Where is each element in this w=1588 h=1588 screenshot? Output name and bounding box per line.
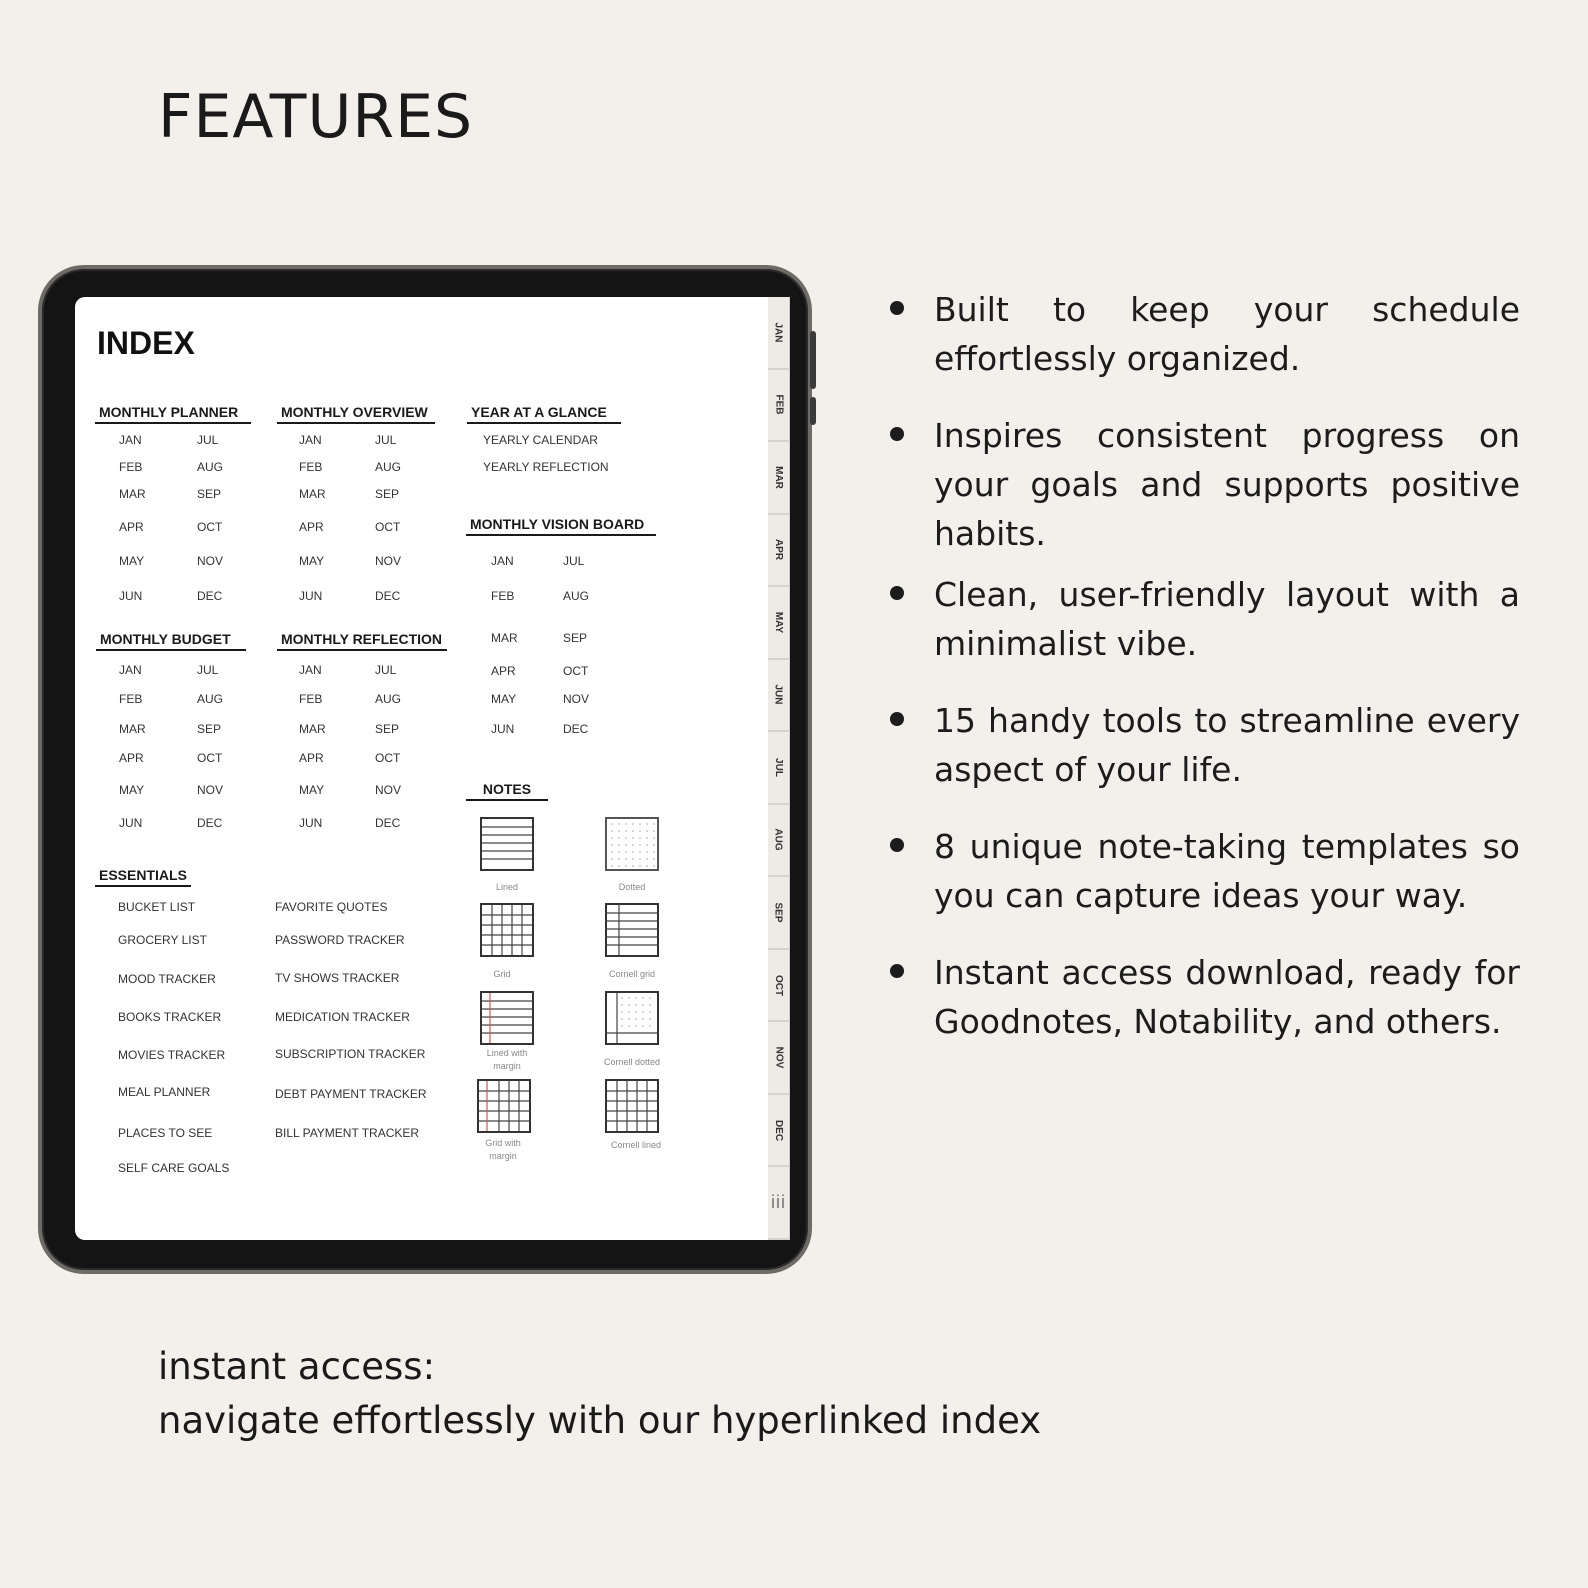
link-monthly-vision-board-month[interactable]: NOV	[563, 692, 590, 706]
section-monthly-budget[interactable]: MONTHLY BUDGET	[96, 631, 246, 651]
link-essential[interactable]: BILL PAYMENT TRACKER	[275, 1126, 420, 1140]
link-monthly-overview-month[interactable]: DEC	[375, 589, 401, 603]
tab-label: AUG	[773, 828, 785, 852]
section-notes[interactable]: NOTES	[466, 781, 548, 801]
template-label-lined: Lined	[495, 882, 519, 892]
tab-label: APR	[773, 539, 784, 561]
tab-label: MAR	[773, 465, 784, 489]
template-label-line: margin	[489, 1151, 517, 1161]
page-heading: FEATURES	[158, 82, 474, 152]
link-essential[interactable]: PASSWORD TRACKER	[275, 933, 405, 947]
link-monthly-budget-month[interactable]: MAY	[119, 783, 145, 797]
tab-label: DEC	[773, 1119, 784, 1141]
link-essential[interactable]: SELF CARE GOALS	[118, 1161, 230, 1175]
link-essential[interactable]: FAVORITE QUOTES	[275, 900, 388, 914]
link-yearly-reflection[interactable]: YEARLY REFLECTION	[483, 460, 609, 474]
tab-may[interactable]	[768, 587, 790, 660]
link-monthly-planner-month[interactable]: MAR	[119, 487, 146, 501]
link-monthly-budget-month[interactable]: NOV	[197, 783, 224, 797]
link-essential[interactable]: MOVIES TRACKER	[118, 1048, 226, 1062]
section-monthly-planner[interactable]: MONTHLY PLANNER	[95, 404, 251, 424]
link-monthly-reflection-month[interactable]: JUL	[375, 663, 397, 677]
template-label-grid: Grid	[493, 969, 511, 979]
link-monthly-planner-month[interactable]: DEC	[197, 589, 223, 603]
link-essential[interactable]: MEDICATION TRACKER	[275, 1010, 410, 1024]
grid-margin-icon[interactable]	[477, 1079, 531, 1133]
link-monthly-overview-month[interactable]: JUL	[375, 433, 397, 447]
feature-list	[890, 285, 1520, 1046]
tab-label: JUL	[773, 758, 784, 777]
tab-oct[interactable]	[768, 950, 790, 1023]
tab-label: iii	[771, 1192, 786, 1213]
link-monthly-overview-month[interactable]: MAR	[299, 487, 326, 501]
template-label-cornell-dotted: Cornell dotted	[603, 1057, 661, 1067]
section-monthly-overview[interactable]: MONTHLY OVERVIEW	[277, 404, 435, 424]
feature-text: Clean, user-friendly layout with a minimalist vibe.	[934, 575, 1520, 663]
template-label-line: margin	[493, 1061, 521, 1071]
link-monthly-vision-board-month[interactable]: OCT	[563, 664, 589, 678]
link-monthly-planner-month[interactable]: JUN	[119, 589, 143, 603]
link-essential[interactable]: MOOD TRACKER	[118, 972, 216, 986]
tab-label: FEB	[773, 394, 784, 415]
grid-icon[interactable]	[480, 903, 534, 957]
link-monthly-reflection-month[interactable]: APR	[299, 751, 324, 765]
link-monthly-vision-board-month[interactable]: JUN	[491, 722, 515, 736]
bullet-icon	[890, 301, 904, 315]
template-label-cornell-lined: Cornell lined	[610, 1140, 662, 1150]
tab-nov[interactable]	[768, 1022, 790, 1095]
link-monthly-reflection-month[interactable]: NOV	[375, 783, 402, 797]
link-monthly-vision-board-month[interactable]: FEB	[491, 589, 515, 603]
tablet-mockup	[38, 265, 812, 1274]
link-monthly-planner-month[interactable]: JAN	[119, 433, 142, 447]
tab-apr[interactable]	[768, 515, 790, 588]
link-monthly-budget-month[interactable]: MAR	[119, 722, 146, 736]
template-label-lined-margin	[472, 1047, 542, 1073]
link-monthly-reflection-month[interactable]: JUN	[299, 816, 323, 830]
tab-sep[interactable]	[768, 877, 790, 950]
link-monthly-vision-board-month[interactable]: MAY	[491, 692, 517, 706]
cornell-lined-icon[interactable]	[605, 1079, 659, 1133]
link-monthly-reflection-month[interactable]: OCT	[375, 751, 401, 765]
tab-label: JAN	[772, 322, 784, 343]
template-label-line: Grid with	[485, 1138, 521, 1148]
tab-aug[interactable]	[768, 805, 790, 878]
link-monthly-overview-month[interactable]: OCT	[375, 520, 401, 534]
section-essentials[interactable]: ESSENTIALS	[95, 867, 191, 887]
link-essential[interactable]: TV SHOWS TRACKER	[275, 971, 400, 985]
section-monthly-vision-board[interactable]: MONTHLY VISION BOARD	[466, 516, 656, 536]
link-essential[interactable]: GROCERY LIST	[118, 933, 207, 947]
link-monthly-budget-month[interactable]: JUN	[119, 816, 143, 830]
footer-line-1: instant access:	[158, 1345, 436, 1388]
link-monthly-overview-month[interactable]: NOV	[375, 554, 402, 568]
link-monthly-budget-month[interactable]: OCT	[197, 751, 223, 765]
link-monthly-vision-board-month[interactable]: MAR	[491, 631, 518, 645]
link-monthly-planner-month[interactable]: JUL	[197, 433, 219, 447]
link-essential[interactable]: SUBSCRIPTION TRACKER	[275, 1047, 426, 1061]
month-tabs	[768, 297, 790, 1240]
link-monthly-vision-board-month[interactable]: JUL	[563, 554, 585, 568]
feature-text: Built to keep your schedule effortlessly organized.	[934, 290, 1520, 378]
template-label-dotted: Dotted	[618, 882, 646, 892]
feature-item	[890, 822, 1520, 920]
link-essential[interactable]: PLACES TO SEE	[118, 1126, 213, 1140]
template-label-grid-margin	[468, 1137, 538, 1163]
template-label-line: Lined with	[486, 1048, 528, 1058]
link-monthly-overview-month[interactable]: SEP	[375, 487, 400, 501]
link-essential[interactable]: BUCKET LIST	[118, 900, 196, 914]
tab-label: MAY	[773, 611, 784, 634]
link-monthly-overview-month[interactable]: JUN	[299, 589, 323, 603]
feature-text: Inspires consistent progress on your goals and supports positive habits.	[934, 416, 1520, 553]
link-monthly-overview-month[interactable]: APR	[299, 520, 324, 534]
link-monthly-vision-board-month[interactable]: SEP	[563, 631, 588, 645]
link-monthly-overview-month[interactable]: AUG	[375, 460, 402, 474]
tab-label: NOV	[773, 1046, 785, 1069]
link-monthly-planner-month[interactable]: APR	[119, 520, 144, 534]
section-monthly-reflection[interactable]: MONTHLY REFLECTION	[277, 631, 447, 651]
link-monthly-planner-month[interactable]: OCT	[197, 520, 223, 534]
link-monthly-reflection-month[interactable]: JAN	[299, 663, 322, 677]
bullet-icon	[890, 964, 904, 978]
footer-caption	[158, 1340, 1041, 1448]
link-monthly-vision-board-month[interactable]: JAN	[491, 554, 514, 568]
link-essential[interactable]: DEBT PAYMENT TRACKER	[275, 1087, 427, 1101]
link-monthly-overview-month[interactable]: FEB	[299, 460, 323, 474]
link-monthly-planner-month[interactable]: MAY	[119, 554, 145, 568]
link-monthly-overview-month[interactable]: JAN	[299, 433, 322, 447]
link-monthly-reflection-month[interactable]: DEC	[375, 816, 401, 830]
link-essential[interactable]: MEAL PLANNER	[118, 1085, 211, 1099]
link-monthly-reflection-month[interactable]: AUG	[375, 692, 402, 706]
link-monthly-planner-month[interactable]: NOV	[197, 554, 224, 568]
index-title: INDEX	[97, 325, 195, 361]
tab-label: SEP	[772, 902, 784, 923]
link-monthly-planner-month[interactable]: FEB	[119, 460, 143, 474]
link-monthly-budget-month[interactable]: JAN	[119, 663, 142, 677]
link-monthly-planner-month[interactable]: SEP	[197, 487, 222, 501]
link-monthly-vision-board-month[interactable]: DEC	[563, 722, 589, 736]
feature-item	[890, 948, 1520, 1046]
tab-feb[interactable]	[768, 370, 790, 443]
link-monthly-budget-month[interactable]: FEB	[119, 692, 143, 706]
bullet-icon	[890, 586, 904, 600]
tab-jun[interactable]	[768, 660, 790, 733]
index-page	[75, 297, 768, 1240]
link-monthly-planner-month[interactable]: AUG	[197, 460, 224, 474]
link-yearly-calendar[interactable]: YEARLY CALENDAR	[483, 433, 598, 447]
link-monthly-budget-month[interactable]: SEP	[197, 722, 222, 736]
feature-text: 8 unique note-taking templates so you can capture ideas your way.	[934, 827, 1520, 915]
lined-icon[interactable]	[480, 817, 534, 871]
dotted-icon[interactable]	[605, 817, 659, 871]
link-monthly-budget-month[interactable]: DEC	[197, 816, 223, 830]
cornell-dotted-icon[interactable]	[605, 991, 659, 1045]
bullet-icon	[890, 838, 904, 852]
link-monthly-overview-month[interactable]: MAY	[299, 554, 325, 568]
feature-text: Instant access download, ready for Goodnotes, Notability, and others.	[934, 953, 1520, 1041]
footer-line-2: navigate effortlessly with our hyperlinked index	[158, 1399, 1042, 1442]
tab-dec[interactable]	[768, 1095, 790, 1168]
bullet-icon	[890, 427, 904, 441]
feature-item	[890, 411, 1520, 558]
link-monthly-budget-month[interactable]: AUG	[197, 692, 224, 706]
link-monthly-budget-month[interactable]: JUL	[197, 663, 219, 677]
tablet-side-button	[810, 331, 816, 389]
feature-text: 15 handy tools to streamline every aspect of your life.	[934, 701, 1520, 789]
link-essential[interactable]: BOOKS TRACKER	[118, 1010, 222, 1024]
tab-label: JUN	[772, 684, 784, 705]
link-monthly-vision-board-month[interactable]: AUG	[563, 589, 590, 603]
lined-margin-icon[interactable]	[480, 991, 534, 1045]
link-monthly-reflection-month[interactable]: MAY	[299, 783, 325, 797]
feature-item	[890, 696, 1520, 794]
link-monthly-reflection-month[interactable]: SEP	[375, 722, 400, 736]
link-monthly-budget-month[interactable]: APR	[119, 751, 144, 765]
template-label-cornell-grid: Cornell grid	[608, 969, 656, 979]
tab-label: OCT	[773, 974, 785, 996]
feature-item	[890, 570, 1520, 668]
tab-jan[interactable]	[768, 297, 790, 370]
link-monthly-vision-board-month[interactable]: APR	[491, 664, 516, 678]
link-monthly-reflection-month[interactable]: MAR	[299, 722, 326, 736]
tab-iii[interactable]	[768, 1167, 790, 1240]
tab-mar[interactable]	[768, 442, 790, 515]
section-year-at-a-glance[interactable]: YEAR AT A GLANCE	[467, 404, 621, 424]
tablet-side-button	[810, 397, 816, 425]
link-monthly-reflection-month[interactable]: FEB	[299, 692, 323, 706]
bullet-icon	[890, 712, 904, 726]
feature-item	[890, 285, 1520, 383]
cornell-grid-icon[interactable]	[605, 903, 659, 957]
tab-jul[interactable]	[768, 732, 790, 805]
